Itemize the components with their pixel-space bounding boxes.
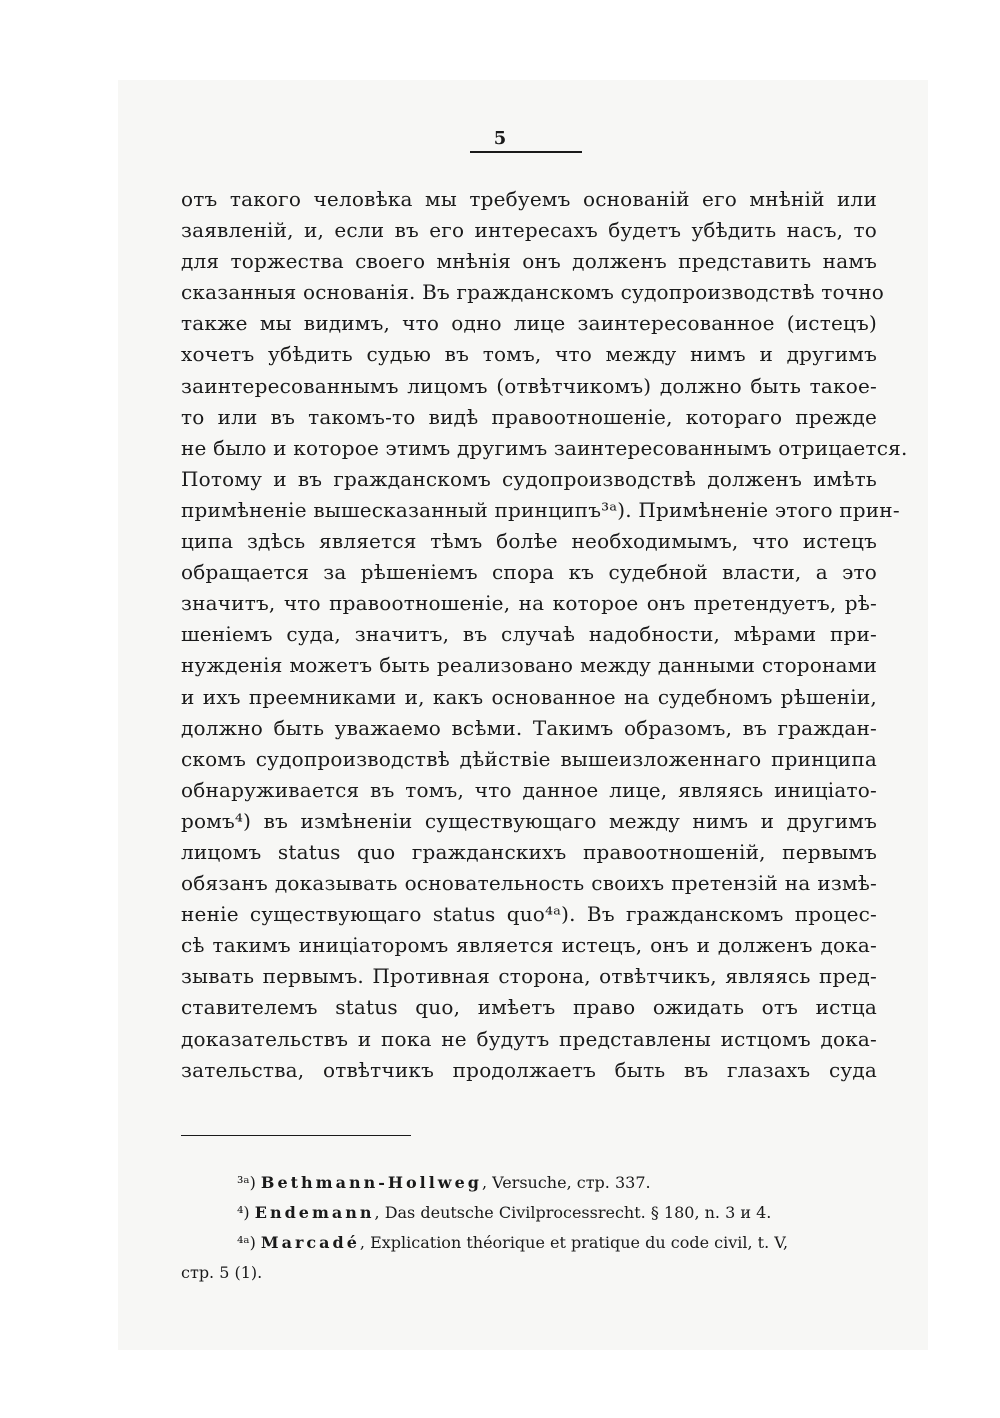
text-line: хочетъ убѣдить судью въ томъ, что между нимъ и другимъ (181, 342, 877, 367)
footnote-author: Endemann (254, 1203, 375, 1222)
text-line: заинтересованнымъ лицомъ (отвѣтчикомъ) должно быть такое- (181, 373, 877, 398)
text-line: обязанъ доказывать основательность своихъ претензій на измѣ- (181, 871, 877, 896)
text-line: не было и которое этимъ другимъ заинтересованнымъ отрицается. (181, 435, 908, 460)
footnote-mark: ⁴) (237, 1203, 250, 1222)
text-line: также мы видимъ, что одно лице заинтересованное (истецъ) (181, 311, 877, 336)
footnote-mark: ⁴ᵃ) (237, 1233, 256, 1252)
text-line: нужденія можетъ быть реализовано между данными сторонами (181, 653, 877, 678)
body-text (181, 184, 908, 1086)
text-line: Потому и въ гражданскомъ судопроизводствѣ долженъ имѣть (181, 466, 877, 491)
text-line: то или въ такомъ-то видѣ правоотношеніе, котораго прежде (181, 404, 877, 429)
text-line: обнаруживается въ томъ, что данное лице, являясь иниціато- (181, 777, 877, 802)
text-line: неніе существующаго status quo⁴ᵃ). Въ гражданскомъ процес- (181, 902, 877, 927)
footnotes (181, 1168, 881, 1288)
footnote-3a (181, 1168, 881, 1198)
footnote-text: , Versuche, стр. 337. (481, 1173, 651, 1192)
text-line: должно быть уважаемо всѣми. Такимъ образомъ, въ граждан- (181, 715, 877, 740)
text-line: значитъ, что правоотношеніе, на которое онъ претендуетъ, рѣ- (181, 591, 877, 616)
page-number-rule (470, 151, 582, 153)
text-line: сказанныя основанія. Въ гражданскомъ судопроизводствѣ точно (181, 280, 884, 305)
text-line: примѣненіе вышесказанный принципъ³ᵃ). Примѣненіе этого прин- (181, 497, 900, 522)
footnote-separator (181, 1135, 411, 1136)
page-number: 5 (493, 128, 507, 149)
footnote-4a-continuation: стр. 5 (1). (181, 1263, 263, 1282)
text-line: отъ такого человѣка мы требуемъ основаній его мнѣній или (181, 187, 877, 211)
text-line: обращается за рѣшеніемъ спора къ судебной власти, а это (181, 560, 877, 585)
footnote-4 (181, 1198, 881, 1228)
footnote-mark: ³ᵃ) (237, 1173, 256, 1192)
text-line: ромъ⁴) въ измѣненіи существующаго между нимъ и другимъ (181, 808, 877, 833)
text-line: и ихъ преемниками и, какъ основанное на судебномъ рѣшеніи, (181, 684, 877, 709)
footnote-text: , Explication théorique et pratique du code civil, t. V, (359, 1233, 789, 1252)
text-line: ставителемъ status quo, имѣетъ право ожидать отъ истца (181, 995, 877, 1020)
footnote-4a (181, 1228, 881, 1258)
text-line: доказательствъ и пока не будутъ представлены истцомъ дока- (181, 1026, 877, 1051)
text-line: ципа здѣсь является тѣмъ болѣе необходимымъ, что истецъ (181, 529, 877, 554)
text-line: заявленій, и, если въ его интересахъ будетъ убѣдить насъ, то (181, 218, 877, 243)
text-line: зывать первымъ. Противная сторона, отвѣтчикъ, являясь пред- (181, 964, 877, 989)
text-line: шеніемъ суда, значитъ, въ случаѣ надобности, мѣрами при- (181, 622, 877, 647)
footnote-author: Marcadé (260, 1233, 360, 1252)
text-line: для торжества своего мнѣнія онъ долженъ представить намъ (181, 249, 877, 274)
text-line: скомъ судопроизводствѣ дѣйствіе вышеизложеннаго принципа (181, 746, 877, 771)
text-line: лицомъ status quo гражданскихъ правоотношеній, первымъ (181, 839, 877, 864)
footnote-author: Bethmann-Hollweg (260, 1173, 482, 1192)
text-line: сѣ такимъ иниціаторомъ является истецъ, онъ и долженъ дока- (181, 933, 877, 958)
text-line: зательства, отвѣтчикъ продолжаетъ быть въ глазахъ суда (181, 1057, 877, 1082)
footnote-text: , Das deutsche Civilprocessrecht. § 180, n. 3 и 4. (374, 1203, 772, 1222)
